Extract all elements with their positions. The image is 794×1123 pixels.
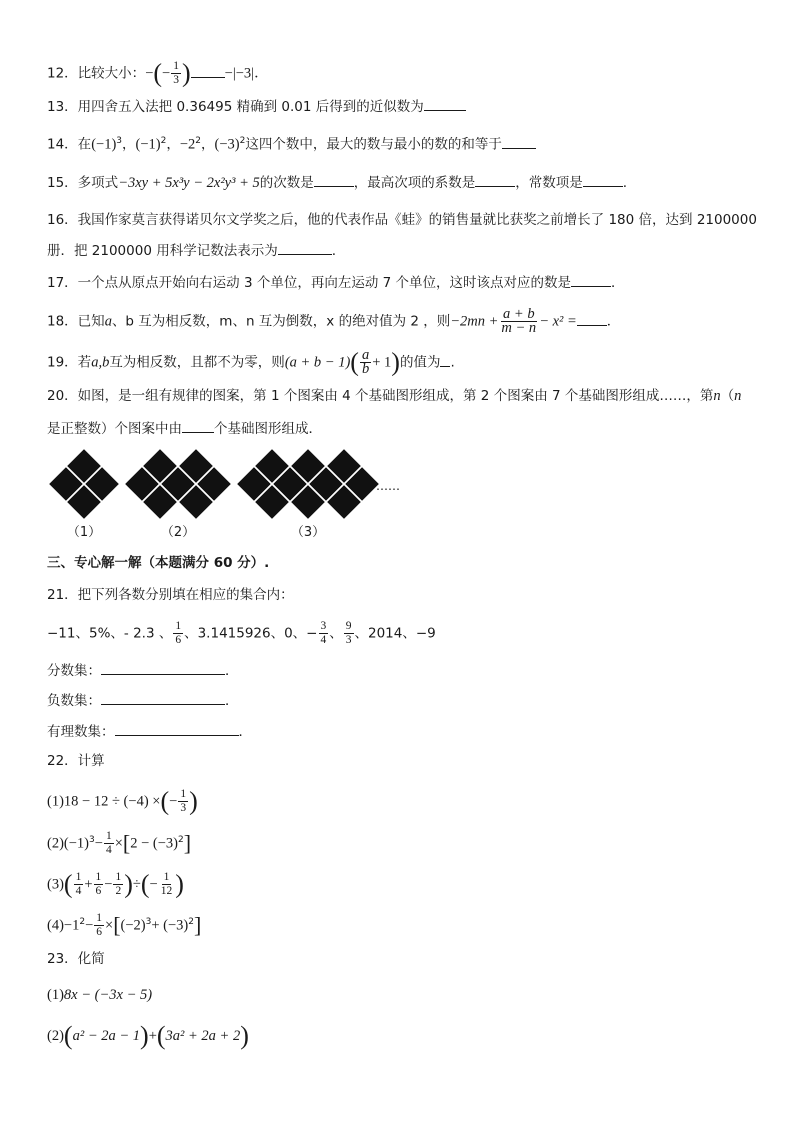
section-3-title: 三、专心解一解（本题满分 60 分）. xyxy=(47,555,270,571)
question-21-numbers: −11、5%、- 2.3 、 $\frac{1}{6}$ 、3.1415926、0、− $\frac{3}{4}$ 、 $\frac{9}{3}$ 、2014、−9 xyxy=(47,620,436,646)
figure-label: （3） xyxy=(290,525,326,540)
simplify-2: (2)(a² − 2a − 1)+(3a² + 2a + 2) xyxy=(47,1021,249,1050)
rational-set-blank[interactable] xyxy=(115,721,239,736)
question-21-title: 21．把下列各数分别填在相应的集合内： xyxy=(47,587,294,603)
calc-1: (1)18 − 12 ÷ (−4) ×(− $\frac{1}{3}$ ) xyxy=(47,786,198,816)
calc-3: (3)( $\frac{1}{4}$ + $\frac{1}{6}$ − $\frac{1}{2}$ )÷(− $\frac{1}{12}$ ) xyxy=(47,869,184,899)
fraction-three-quarters: $\frac{3}{4}$ xyxy=(320,620,327,646)
answer-blank[interactable] xyxy=(440,352,450,367)
simplify-1: (1)8x − (−3x − 5) xyxy=(47,987,153,1003)
figure-label: （2） xyxy=(160,525,196,540)
fraction-set-blank[interactable] xyxy=(101,660,225,675)
negative-set-blank[interactable] xyxy=(101,690,225,705)
calc-2: $(2)(-1)^3-$ $\frac{1}{4}$ $\times[2 - (-3)^2]$ xyxy=(47,830,192,856)
figure-ellipsis: …… xyxy=(376,479,400,493)
question-20-line-1: 20．如图，是一组有规律的图案，第 1 个图案由 4 个基础图形组成，第 2 个图案由 7 个基础图形组成……，第n（n xyxy=(47,388,742,404)
question-23-title: 23．化简 xyxy=(47,951,105,967)
calc-4: $(4)-1^2-$ $\frac{1}{6}$ $\times[(-2)^3+ (-3)^2]$ xyxy=(47,912,202,938)
question-13: 13．用四舍五入法把 0.36495 精确到 0.01 后得到的近似数为 xyxy=(47,96,466,117)
fraction-one-sixth: $\frac{1}{6}$ xyxy=(175,620,182,646)
answer-blank[interactable] xyxy=(583,172,623,187)
question-14: 14．在$(-1)^3$，$(-1)^2$，$-2^2$，$(-3)^2$这四个数中，最大的数与最小的数的和等于 xyxy=(47,131,536,155)
answer-blank[interactable] xyxy=(182,418,214,433)
question-18: 18．已知a、b 互为相反数，m、n 互为倒数，x 的绝对值为 2 ，则−2mn + $\frac{a + b}{m - n}$ − x² = ． xyxy=(47,306,621,336)
pattern-figure xyxy=(44,448,444,544)
set-negative: 负数集： ． xyxy=(47,690,239,711)
set-fraction: 分数集： ． xyxy=(47,660,239,681)
answer-blank[interactable] xyxy=(571,272,611,287)
fraction-one-third: $\frac{1}{3}$ xyxy=(173,60,179,86)
figure-label: （1） xyxy=(66,525,102,540)
question-19: 19．若a,b互为相反数，且都不为零，则(a + b − 1)( $\frac{a}{b}$ + 1)的值为 . xyxy=(47,347,455,377)
answer-blank[interactable] xyxy=(475,172,515,187)
answer-blank[interactable] xyxy=(502,134,536,149)
question-20-line-2: 是正整数）个图案中由 个基础图形组成． xyxy=(47,418,322,439)
question-16-line-1: 16．我国作家莫言获得诺贝尔文学奖之后，他的代表作品《蛙》的销售量就比获奖之前增长了 180 倍，达到 2100000 xyxy=(47,212,757,228)
fraction-a-over-b: $\frac{a}{b}$ xyxy=(361,347,370,377)
answer-blank[interactable] xyxy=(278,240,332,255)
question-16-line-2: 册．把 2100000 用科学记数法表示为 . xyxy=(47,240,336,261)
set-rational: 有理数集： ． xyxy=(47,721,252,742)
fraction-a-plus-b-over-m-minus-n: $\frac{a + b}{m - n}$ xyxy=(501,306,537,336)
answer-blank[interactable] xyxy=(577,311,607,326)
question-15: 15．多项式−3xy + 5x³y − 2x²y³ + 5的次数是 ，最高次项的系数是 ，常数项是 . xyxy=(47,172,627,193)
question-12: 12．比较大小：−(− $\frac{1}{3}$ ) −|−3|． xyxy=(47,58,269,88)
fraction-nine-thirds: $\frac{9}{3}$ xyxy=(345,620,352,646)
answer-blank[interactable] xyxy=(424,96,466,111)
answer-blank[interactable] xyxy=(191,63,225,78)
question-22-title: 22．计算 xyxy=(47,753,105,769)
answer-blank[interactable] xyxy=(314,172,354,187)
question-17: 17．一个点从原点开始向右运动 3 个单位，再向左运动 7 个单位，这时该点对应的数是 ． xyxy=(47,272,625,293)
